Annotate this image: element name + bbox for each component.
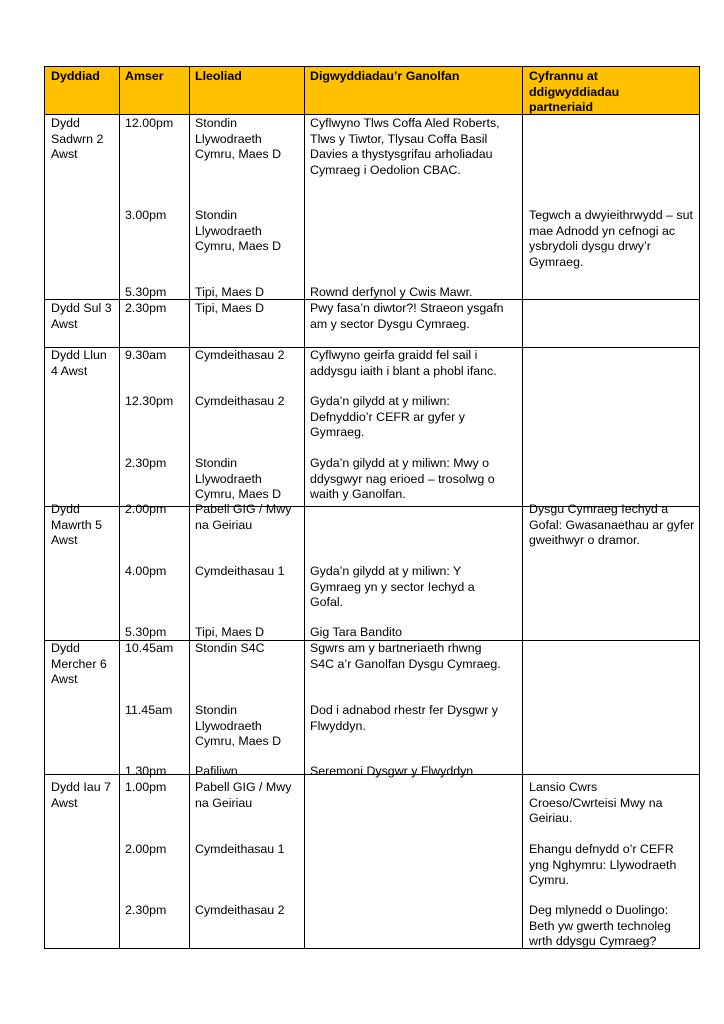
event-time: 12.00pm	[125, 116, 174, 130]
partner-event: Deg mlynedd o Duolingo: Beth yw gwerth technoleg wrth ddysgu Cymraeg?	[529, 903, 671, 948]
header-partner-events: Cyfrannu at ddigwyddiadau partneriaid	[529, 69, 620, 114]
centre-event: Cyflwyno geirfa graidd fel sail i addysgu iaith i blant a phobl ifanc.	[310, 348, 497, 378]
day-label: Dydd Llun 4 Awst	[51, 348, 107, 378]
schedule-table	[44, 66, 700, 949]
event-time: 2.30pm	[125, 456, 167, 470]
event-location: Cymdeithasau 2	[195, 348, 285, 362]
centre-event: Rownd derfynol y Cwis Mawr.	[310, 285, 473, 299]
day-label: Dydd Iau 7 Awst	[51, 780, 111, 810]
centre-event: Gyda’n gilydd at y miliwn: Mwy o ddysgwyr nag erioed – trosolwg o waith y Ganolfan.	[310, 456, 495, 501]
column-divider	[522, 67, 523, 948]
event-time: 2.30pm	[125, 903, 167, 917]
event-location: Cymdeithasau 2	[195, 394, 285, 408]
partner-event: Lansio Cwrs Croeso/Cwrteisi Mwy na Geiriau.	[529, 780, 663, 825]
event-location: Cymdeithasau 1	[195, 564, 285, 578]
day-label: Dydd Mawrth 5 Awst	[51, 502, 102, 547]
event-time: 2.00pm	[125, 842, 167, 856]
column-divider	[119, 67, 120, 948]
day-label: Dydd Sul 3 Awst	[51, 301, 112, 331]
event-location: Pafiliwn	[195, 764, 238, 778]
header-time: Amser	[125, 69, 164, 83]
centre-event: Sgwrs am y bartneriaeth rhwng S4C a’r Ganolfan Dysgu Cymraeg.	[310, 641, 501, 671]
event-time: 11.45am	[125, 703, 173, 717]
event-location: Stondin Llywodraeth Cymru, Maes D	[195, 456, 282, 501]
event-location: Cymdeithasau 1	[195, 842, 285, 856]
centre-event: Dod i adnabod rhestr fer Dysgwr y Flwyddyn.	[310, 703, 499, 733]
centre-event: Gyda’n gilydd at y miliwn: Y Gymraeg yn y sector Iechyd a Gofal.	[310, 564, 475, 609]
event-time: 1.00pm	[125, 780, 167, 794]
centre-event: Seremoni Dysgwr y Flwyddyn	[310, 764, 474, 778]
centre-event: Cyflwyno Tlws Coffa Aled Roberts, Tlws y Tiwtor, Tlysau Coffa Basil Davies a thystysgrifau arholiadau Cymraeg i Oedolion CBAC.	[310, 116, 500, 177]
event-time: 2.00pm	[125, 502, 167, 516]
event-location: Tipi, Maes D	[195, 285, 265, 299]
day-label: Dydd Sadwrn 2 Awst	[51, 116, 104, 161]
event-time: 5.30pm	[125, 625, 167, 639]
event-time: 3.00pm	[125, 208, 167, 222]
event-time: 1.30pm	[125, 764, 167, 778]
day-label: Dydd Mercher 6 Awst	[51, 641, 107, 686]
event-time: 9.30am	[125, 348, 167, 362]
header-date: Dyddiad	[51, 69, 100, 83]
centre-event: Pwy fasa’n diwtor?! Straeon ysgafn am y sector Dysgu Cymraeg.	[310, 301, 504, 331]
column-divider	[304, 67, 305, 948]
event-time: 10.45am	[125, 641, 174, 655]
header-location: Lleoliad	[195, 69, 242, 83]
partner-event: Ehangu defnydd o’r CEFR yng Nghymru: Llywodraeth Cymru.	[529, 842, 677, 887]
event-location: Tipi, Maes D	[195, 301, 265, 315]
event-time: 2.30pm	[125, 301, 167, 315]
event-location: Tipi, Maes D	[195, 625, 265, 639]
event-location: Cymdeithasau 2	[195, 903, 285, 917]
event-time: 5.30pm	[125, 285, 167, 299]
event-location: Stondin S4C	[195, 641, 265, 655]
event-time: 12.30pm	[125, 394, 174, 408]
centre-event: Gyda’n gilydd at y miliwn: Defnyddio’r CEFR ar gyfer y Gymraeg.	[310, 394, 465, 439]
event-location: Stondin Llywodraeth Cymru, Maes D	[195, 208, 282, 253]
header-centre-events: Digwyddiadau’r Ganolfan	[310, 69, 460, 83]
partner-event: Tegwch a dwyieithrwydd – sut mae Adnodd yn cefnogi ac ysbrydoli dysgu drwy’r Gymraeg.	[529, 208, 693, 269]
event-time: 4.00pm	[125, 564, 167, 578]
centre-event: Gig Tara Bandito	[310, 625, 403, 639]
column-divider	[189, 67, 190, 948]
table-header-row	[45, 67, 699, 115]
event-location: Pabell GIG / Mwy na Geiriau	[195, 780, 292, 810]
event-location: Stondin Llywodraeth Cymru, Maes D	[195, 116, 282, 161]
event-location: Pabell GIG / Mwy na Geiriau	[195, 502, 292, 532]
event-location: Stondin Llywodraeth Cymru, Maes D	[195, 703, 282, 748]
partner-event: Dysgu Cymraeg Iechyd a Gofal: Gwasanaethau ar gyfer gweithwyr o dramor.	[529, 502, 695, 547]
